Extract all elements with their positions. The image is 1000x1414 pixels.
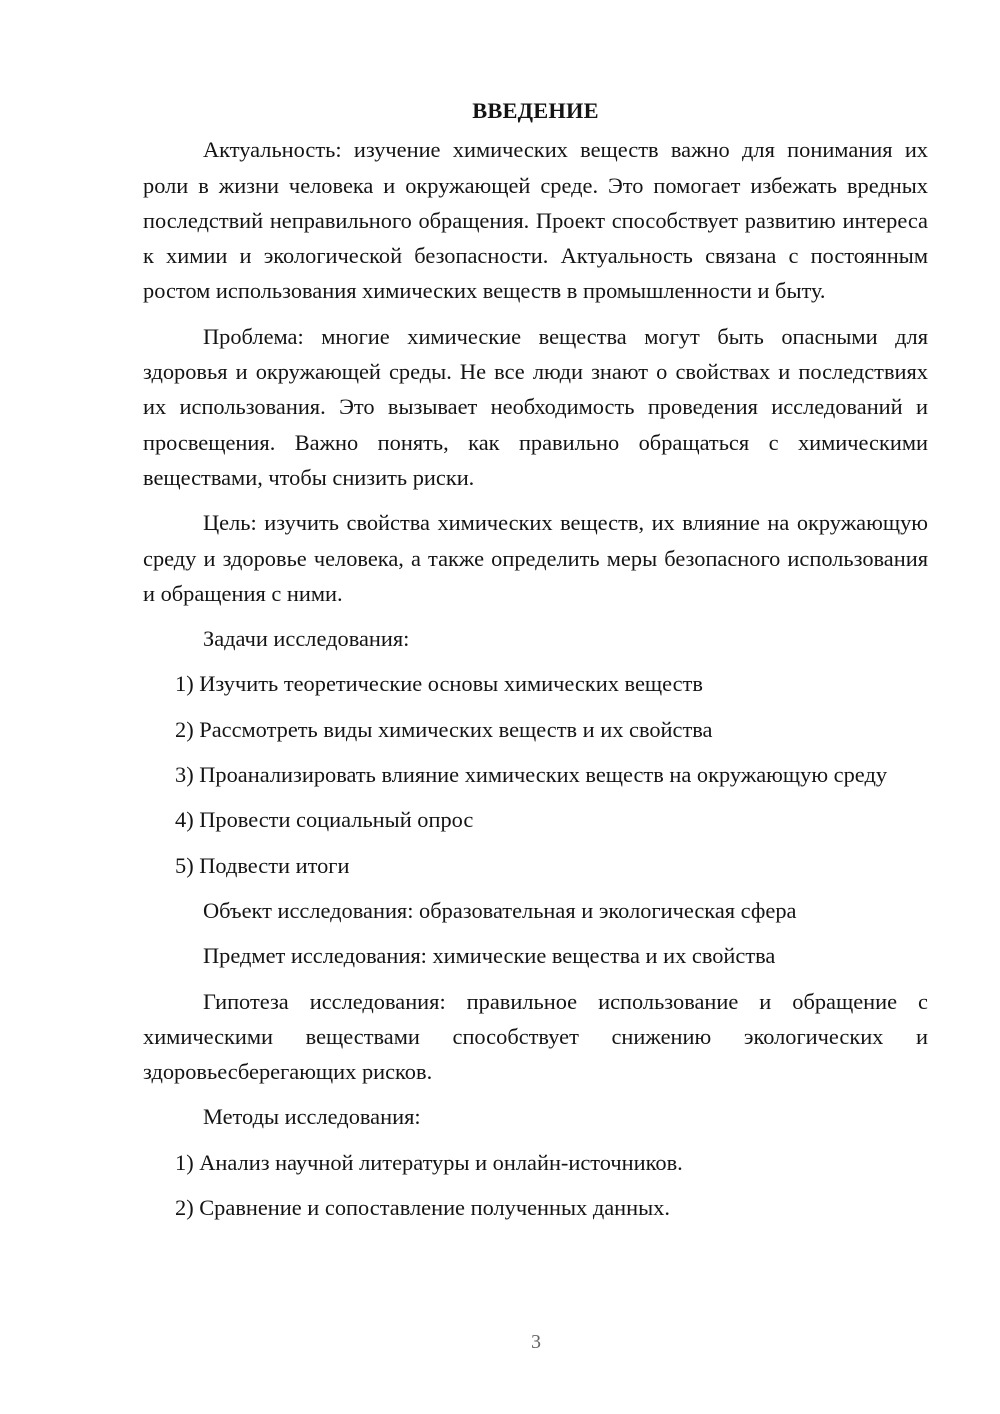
goal-paragraph: Цель: изучить свойства химических веществ, их влияние на окружающую среду и здоровье человека, а также определить меры безопасного использования и обращения с ними.: [143, 510, 928, 606]
task-item: 1) Изучить теоретические основы химических веществ: [175, 671, 703, 697]
section-heading: ВВЕДЕНИЕ: [472, 98, 599, 123]
page-number: 3: [531, 1331, 541, 1353]
task-item: 4) Провести социальный опрос: [175, 807, 474, 833]
task-item: 5) Подвести итоги: [175, 852, 350, 878]
method-item: 2) Сравнение и сопоставление полученных данных.: [175, 1195, 670, 1221]
page-content: [143, 93, 928, 1225]
methods-title: Методы исследования:: [203, 1104, 421, 1130]
method-item: 1) Анализ научной литературы и онлайн-источников.: [175, 1149, 683, 1175]
object-line: Объект исследования: образовательная и экологическая сфера: [203, 897, 797, 923]
hypothesis-paragraph: Гипотеза исследования: правильное использование и обращение с химическими веществами способствует снижению экологических и здоровьесберегающих рисков.: [143, 988, 928, 1085]
problem-paragraph: Проблема: многие химические вещества могут быть опасными для здоровья и окружающей среды. Не все люди знают о свойствах и последствиях их использования. Это вызывает необходимость проведения исследований и просвещения. Важно понять, как правильно обращаться с химическими веществами, чтобы снизить риски.: [143, 323, 928, 490]
task-item: 2) Рассмотреть виды химических веществ и их свойства: [175, 716, 713, 742]
subject-line: Предмет исследования: химические вещества и их свойства: [203, 943, 776, 969]
tasks-title: Задачи исследования:: [203, 626, 410, 652]
relevance-paragraph: Актуальность: изучение химических веществ важно для понимания их роли в жизни человека и окружающей среде. Это помогает избежать вредных последствий неправильного обращения. Проект способствует развитию интереса к химии и экологической безопасности. Актуальность связана с постоянным ростом использования химических веществ в промышленности и быту.: [143, 137, 928, 304]
task-item: 3) Проанализировать влияние химических веществ на окружающую среду: [175, 762, 888, 788]
